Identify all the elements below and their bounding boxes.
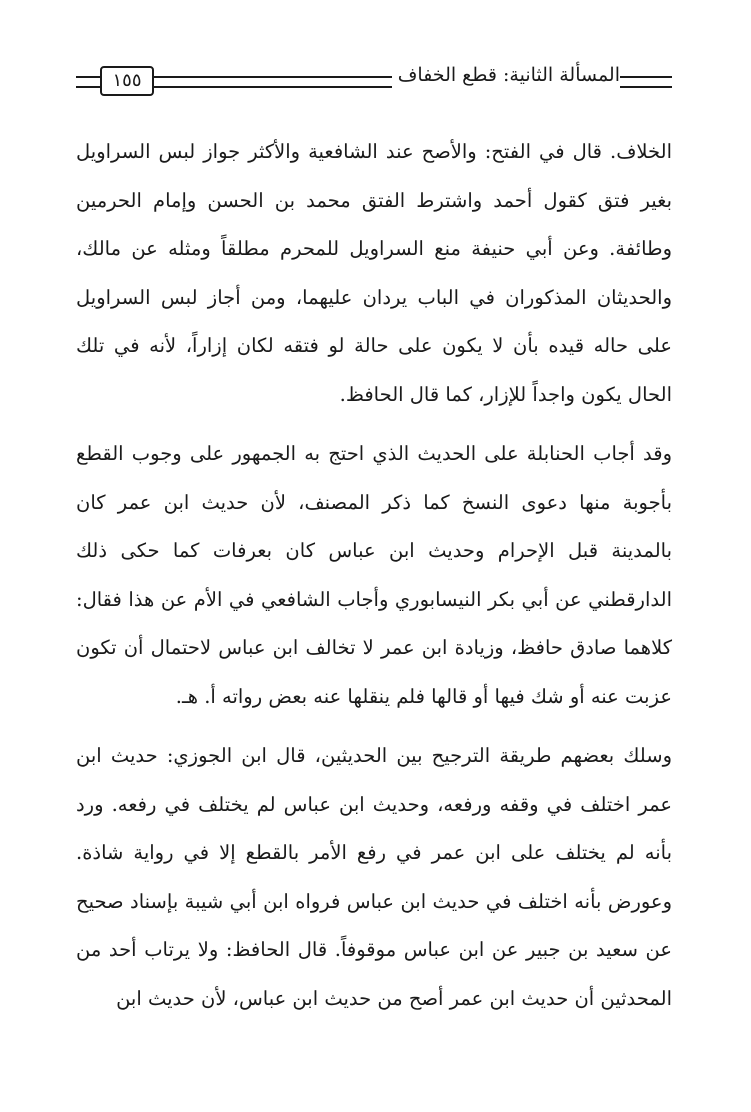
- running-header: [76, 60, 672, 100]
- paragraph-1: الخلاف. قال في الفتح: والأصح عند الشافعية والأكثر جواز لبس السراويل بغير فتق كقول أحمد واشترط الفتق محمد بن الحسن وإمام الحرمين وطائفة. وعن أبي حنيفة منع السراويل للمحرم مطلقاً ومثله عن مالك، والحديثان المذكوران في الباب يردان عليهما، ومن أجاز لبس السراويل على حاله قيده بأن لا يكون على حالة لو فتقه لكان إزاراً، لأنه في تلك الحال يكون واجداً للإزار، كما قال الحافظ.: [76, 140, 672, 406]
- header-title: المسألة الثانية: قطع الخفاف: [392, 60, 620, 90]
- body-text: [76, 128, 672, 1034]
- header-rule-right: [620, 76, 672, 88]
- paragraph-3: وسلك بعضهم طريقة الترجيح بين الحديثين، قال ابن الجوزي: حديث ابن عمر اختلف في وقفه ورفعه، وحديث ابن عباس لم يختلف في رفعه. ورد بأنه لم يختلف على ابن عمر في رفع الأمر بالقطع إلا في رواية شاذة. وعورض بأنه اختلف في حديث ابن عباس فرواه ابن أبي شيبة بإسناد صحيح عن سعيد بن جبير عن ابن عباس موقوفاً. قال الحافظ: ولا يرتاب أحد من المحدثين أن حديث ابن عمر أصح من حديث ابن عباس، لأن حديث ابن: [76, 744, 672, 1010]
- paragraph-2: وقد أجاب الحنابلة على الحديث الذي احتج به الجمهور على وجوب القطع بأجوبة منها دعوى النسخ كما ذكر المصنف، لأن حديث ابن عمر كان بالمدينة قبل الإحرام وحديث ابن عباس كان بعرفات كما حكى ذلك الدارقطني عن أبي بكر النيسابوري وأجاب الشافعي في الأم عن هذا فقال: كلاهما صادق حافظ، وزيادة ابن عمر لا تخالف ابن عباس لاحتمال أن تكون عزبت عنه أو شك فيها أو قالها فلم ينقلها عنه بعض رواته أ. هـ.: [76, 442, 672, 708]
- page-number: ١٥٥: [100, 66, 154, 96]
- header-rule-left: [76, 76, 100, 88]
